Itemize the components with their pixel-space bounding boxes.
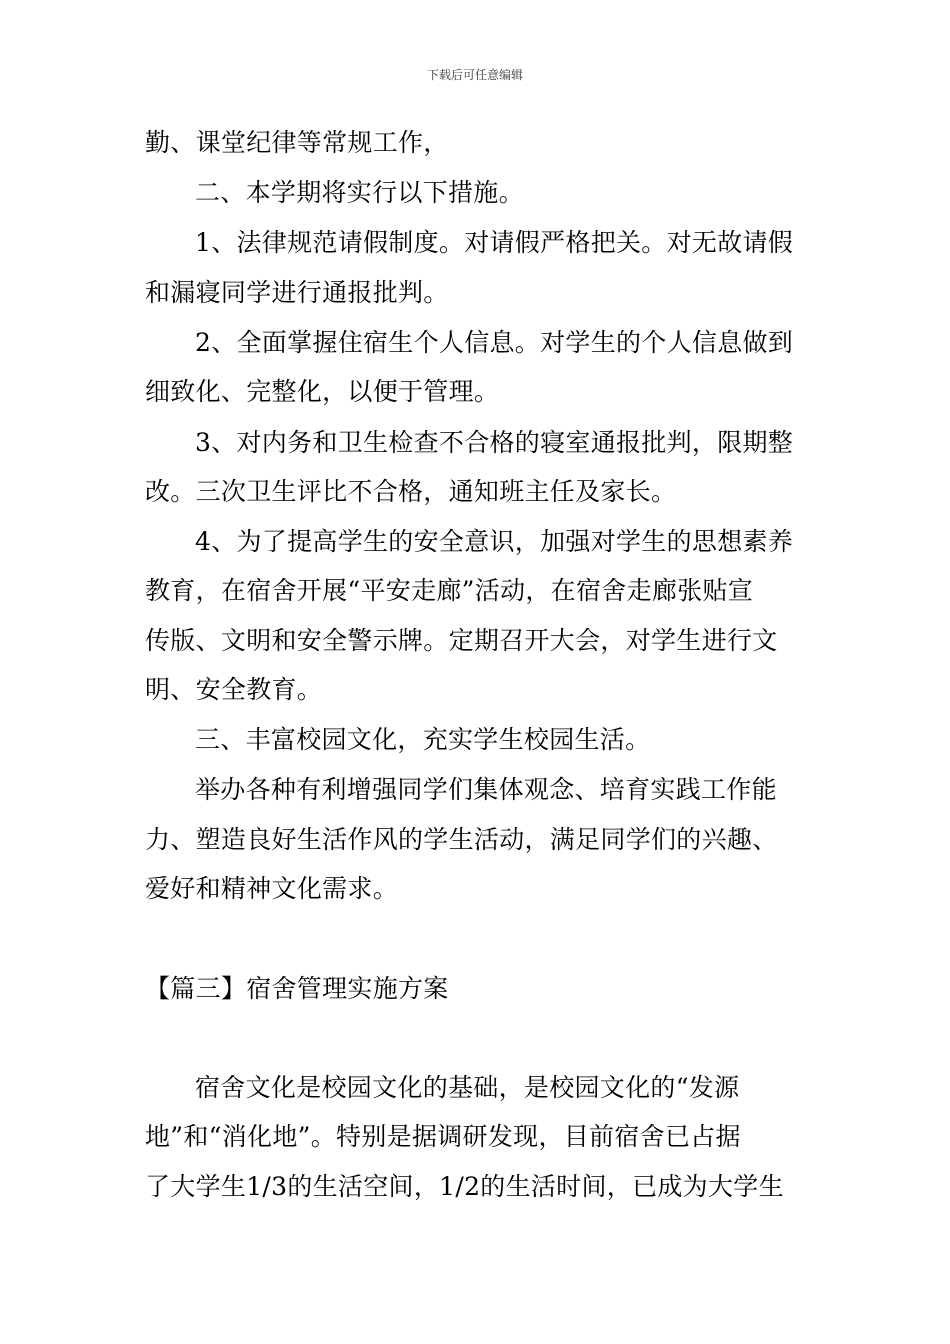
paragraph-line: 和漏寝同学进行通报批判。 <box>145 278 449 307</box>
section-heading: 【篇三】宿舍管理实施方案 <box>145 974 449 1003</box>
paragraph-line: 明、安全教育。 <box>145 675 323 704</box>
paragraph-line: 宿舍文化是校园文化的基础，是校园文化的“发源 <box>195 1073 740 1102</box>
paragraph-line: 爱好和精神文化需求。 <box>145 874 399 903</box>
paragraph-line: 了大学生1/3的生活空间，1/2的生活时间，已成为大学生 <box>145 1172 784 1201</box>
paragraph-line: 3、对内务和卫生检查不合格的寝室通报批判，限期整 <box>195 428 794 457</box>
paragraph-line: 勤、课堂纪律等常规工作， <box>145 128 449 157</box>
paragraph-line: 二、本学期将实行以下措施。 <box>195 178 524 207</box>
paragraph-line: 教育，在宿舍开展“平安走廊”活动，在宿舍走廊张贴宣 <box>145 576 754 605</box>
paragraph-line: 2、全面掌握住宿生个人信息。对学生的个人信息做到 <box>195 328 794 357</box>
paragraph-line: 传版、文明和安全警示牌。定期召开大会，对学生进行文 <box>145 626 778 655</box>
paragraph-line: 力、塑造良好生活作风的学生活动，满足同学们的兴趣、 <box>145 825 778 854</box>
paragraph-line: 4、为了提高学生的安全意识，加强对学生的思想素养 <box>195 527 794 556</box>
page-header: 下载后可任意编辑 <box>426 68 523 82</box>
paragraph-line: 1、法律规范请假制度。对请假严格把关。对无故请假 <box>195 228 794 257</box>
paragraph-line: 改。三次卫生评比不合格，通知班主任及家长。 <box>145 477 677 506</box>
paragraph-line: 三、丰富校园文化，充实学生校园生活。 <box>195 725 651 754</box>
paragraph-line: 举办各种有利增强同学们集体观念、培育实践工作能 <box>195 775 777 804</box>
paragraph-line: 细致化、完整化，以便于管理。 <box>145 377 500 406</box>
paragraph-line: 地”和“消化地”。特别是据调研发现，目前宿舍已占据 <box>145 1122 741 1151</box>
